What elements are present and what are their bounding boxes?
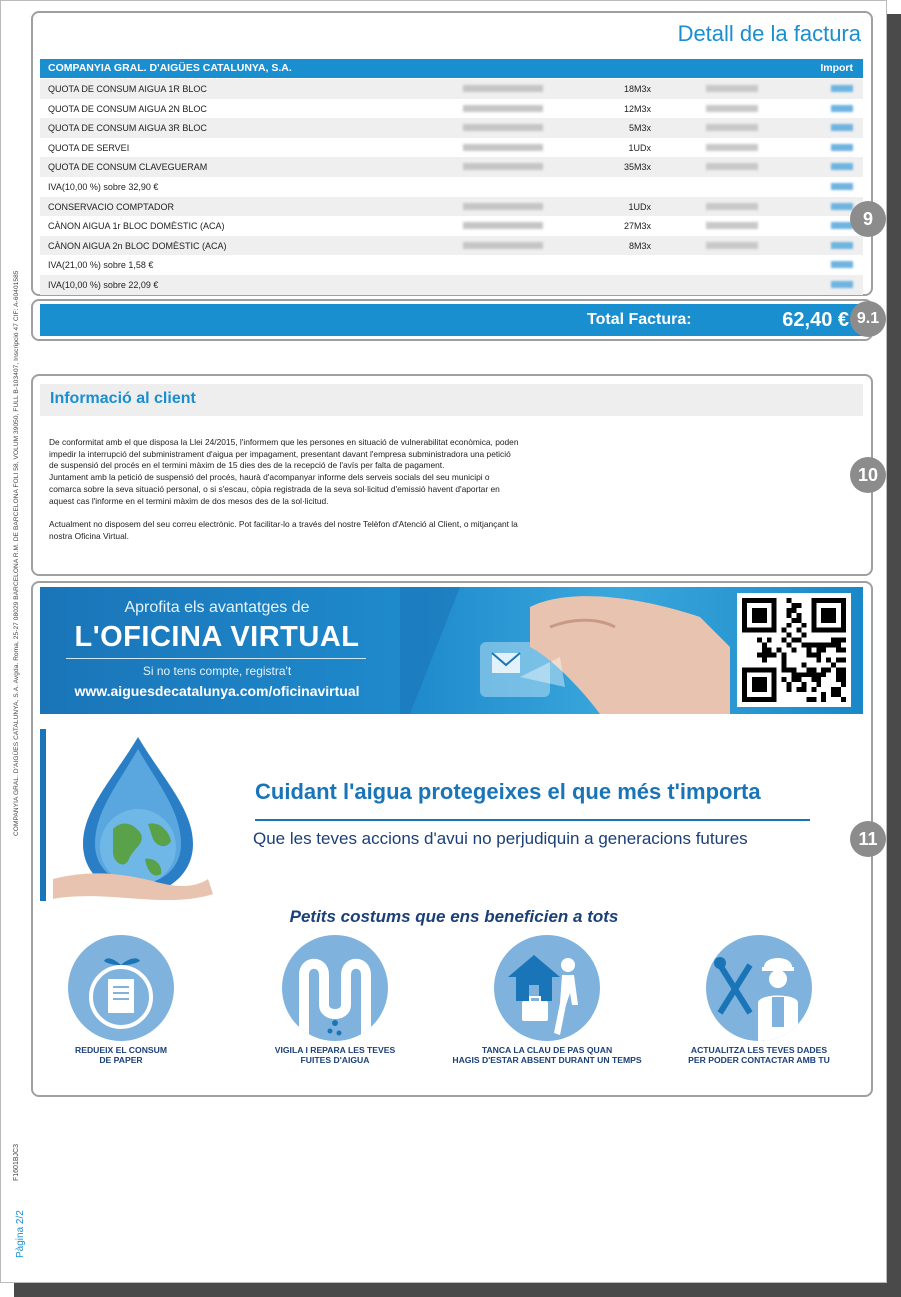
promo-section: [31, 581, 873, 1097]
table-row: [40, 216, 863, 236]
info-text: [49, 437, 519, 542]
import-column-header: Import: [820, 62, 853, 74]
row-description: CONSERVACIO COMPTADOR: [48, 201, 175, 212]
invoice-detail-section: [31, 11, 873, 296]
total-value: 62,40 €: [782, 309, 849, 331]
habit-shutoff: [442, 935, 652, 1065]
row-quantity: 1UDx: [628, 142, 651, 153]
habit-caption-line: REDUEIX EL CONSUM: [75, 1045, 167, 1055]
total-bar: [40, 304, 863, 336]
section-badge-11: 11: [850, 821, 886, 857]
info-header: [40, 384, 863, 416]
row-dates-redacted: [463, 163, 543, 170]
info-title: Informació al client: [50, 390, 196, 407]
habit-caption: [654, 1045, 864, 1065]
row-amount-redacted: [831, 85, 853, 92]
banner-line-3: Si no tens compte, registra't: [142, 664, 292, 678]
eco-accent-bar: [40, 729, 46, 901]
row-dates-redacted: [463, 242, 543, 249]
row-description: QUOTA DE CONSUM CLAVEGUERAM: [48, 162, 208, 173]
habit-caption: [442, 1045, 652, 1065]
row-price-redacted: [706, 105, 758, 112]
row-quantity: 12M3x: [623, 103, 651, 114]
paper-icon: [68, 935, 174, 1041]
row-description: IVA(21,00 %) sobre 1,58 €: [48, 260, 154, 271]
row-price-redacted: [706, 163, 758, 170]
habit-caption-line: ACTUALITZA LES TEVES DADES: [690, 1045, 828, 1055]
row-price-redacted: [706, 85, 758, 92]
row-amount-redacted: [831, 281, 853, 288]
row-price-redacted: [706, 144, 758, 151]
row-quantity: 1UDx: [628, 201, 651, 212]
detail-rows: [40, 79, 863, 295]
section-badge-10: 10: [850, 457, 886, 493]
row-price-redacted: [706, 203, 758, 210]
page-number: Pàgina 2/2: [15, 1210, 26, 1258]
habit-caption-line: DE PAPER: [99, 1055, 143, 1065]
row-price-redacted: [706, 222, 758, 229]
legal-sidebar: [11, 191, 25, 841]
row-quantity: 18M3x: [623, 84, 651, 94]
table-row: [40, 275, 863, 295]
detail-title: Detall de la factura: [677, 21, 861, 46]
total-label: Total Factura:: [587, 311, 692, 328]
doc-code-sidebar: [11, 1131, 25, 1191]
company-header: [40, 59, 863, 78]
table-row: [40, 79, 863, 99]
row-dates-redacted: [463, 105, 543, 112]
table-row: [40, 157, 863, 177]
habit-caption-line: TANCA LA CLAU DE PAS QUAN: [481, 1045, 613, 1055]
row-description: CÀNON AIGUA 1r BLOC DOMÈSTIC (ACA): [48, 221, 225, 232]
row-description: QUOTA DE CONSUM AIGUA 3R BLOC: [48, 123, 207, 134]
row-description: IVA(10,00 %) sobre 22,09 €: [48, 279, 159, 290]
info-paragraph-2: Juntament amb la petició de suspensió del procés, haurà d'acompanyar informe dels serveis socials del seu municipi o comarca sobre la seva situació personal, o si s'escau, còpia registrada de la seva sol·licitud d'emissió havent d'aportar en aquest cas l'informe en el termini màxim de dos mesos des de la sol·licitud.: [49, 472, 500, 506]
habit-caption-line: FUITES D'AIGUA: [300, 1055, 370, 1065]
eco-title: Cuidant l'aigua protegeixes el que més t'importa: [255, 779, 761, 804]
eco-subtitle: Que les teves accions d'avui no perjudiquin a generacions futures: [253, 829, 748, 848]
row-dates-redacted: [463, 85, 543, 92]
row-price-redacted: [706, 124, 758, 131]
row-dates-redacted: [463, 124, 543, 131]
worker-tools-icon: [706, 935, 812, 1041]
row-amount-redacted: [831, 144, 853, 151]
info-paragraph-3: Actualment no disposem del seu correu electrònic. Pot facilitar-lo a través del nostre Telèfon d'Atenció al Client, o mitjançant la nostra Oficina Virtual.: [49, 518, 518, 541]
row-quantity: 8M3x: [628, 240, 651, 251]
row-quantity: 27M3x: [623, 221, 651, 232]
house-travel-icon: [494, 935, 600, 1041]
legal-text: COMPANYIA GRAL. D'AIGÜES CATALUNYA, S.A. Avgda. Roma, 25-27 08029 BARCELONA R.M. DE BARCELONA FOLI 58, VOLUM 39050, FULL B-103407, Inscripció 47 CIF: A-60401585: [13, 270, 20, 836]
habit-caption: [230, 1045, 440, 1065]
habit-paper: [16, 935, 226, 1065]
page-number-sidebar: [13, 1196, 27, 1266]
qr-code[interactable]: [737, 593, 851, 707]
qr-code-pattern: [742, 598, 846, 702]
company-name: COMPANYIA GRAL. D'AIGÜES CATALUNYA, S.A.: [48, 62, 292, 74]
row-dates-redacted: [463, 203, 543, 210]
table-row: [40, 197, 863, 217]
banner-separator: [66, 658, 366, 659]
habit-caption-line: HAGIS D'ESTAR ABSENT DURANT UN TEMPS: [452, 1055, 642, 1065]
row-quantity: 35M3x: [623, 162, 651, 173]
eco-divider: [255, 819, 810, 821]
doc-code: F1601BJC3: [13, 1144, 20, 1181]
row-description: IVA(10,00 %) sobre 32,90 €: [48, 181, 159, 192]
hand-touch-illustration: [400, 587, 730, 714]
row-description: QUOTA DE CONSUM AIGUA 1R BLOC: [48, 84, 207, 94]
table-row: [40, 236, 863, 256]
row-amount-redacted: [831, 261, 853, 268]
habits-title: Petits costums que ens beneficien a tots: [289, 907, 619, 926]
habit-caption-line: VIGILA I REPARA LES TEVES: [274, 1045, 396, 1055]
table-row: [40, 118, 863, 138]
banner-url-link[interactable]: www.aiguesdecatalunya.com/oficinavirtual: [74, 683, 360, 699]
habit-caption-line: PER PODER CONTACTAR AMB TU: [688, 1055, 830, 1065]
customer-info-section: [31, 374, 873, 576]
water-drop-earth-illustration: [53, 729, 213, 901]
section-badge-9: 9: [850, 201, 886, 237]
habit-caption: [16, 1045, 226, 1065]
habit-update-data: [654, 935, 864, 1065]
table-row: [40, 99, 863, 119]
row-description: QUOTA DE SERVEI: [48, 142, 130, 153]
row-amount-redacted: [831, 124, 853, 131]
section-badge-9-1: 9.1: [850, 301, 886, 337]
row-amount-redacted: [831, 183, 853, 190]
row-price-redacted: [706, 242, 758, 249]
row-amount-redacted: [831, 163, 853, 170]
info-paragraph-1: De conformitat amb el que disposa la Llei 24/2015, l'informem que les persones en situació de vulnerabilitat econòmica, poden impedir la interrupció del subministrament d'aigua per impagament, presentant davant l'empresa subministradora una petició de suspensió del procés en el termini màxim de 15 dies des de la recepció de l'avís per falta de pagament.: [49, 437, 519, 471]
row-amount-redacted: [831, 105, 853, 112]
total-section: [31, 299, 873, 341]
banner-line-1: Aprofita els avantatges de: [124, 599, 310, 616]
banner-headline: L'OFICINA VIRTUAL: [74, 621, 360, 653]
habit-leaks: [230, 935, 440, 1065]
table-row: [40, 177, 863, 197]
row-dates-redacted: [463, 222, 543, 229]
row-amount-redacted: [831, 242, 853, 249]
row-dates-redacted: [463, 144, 543, 151]
table-row: [40, 255, 863, 275]
virtual-office-banner[interactable]: [40, 587, 863, 714]
row-description: CÀNON AIGUA 2n BLOC DOMÈSTIC (ACA): [48, 240, 227, 251]
row-description: QUOTA DE CONSUM AIGUA 2N BLOC: [48, 103, 207, 114]
pipe-leak-icon: [282, 935, 388, 1041]
row-quantity: 5M3x: [628, 123, 651, 134]
row-amount-redacted: [831, 203, 853, 210]
table-row: [40, 138, 863, 158]
